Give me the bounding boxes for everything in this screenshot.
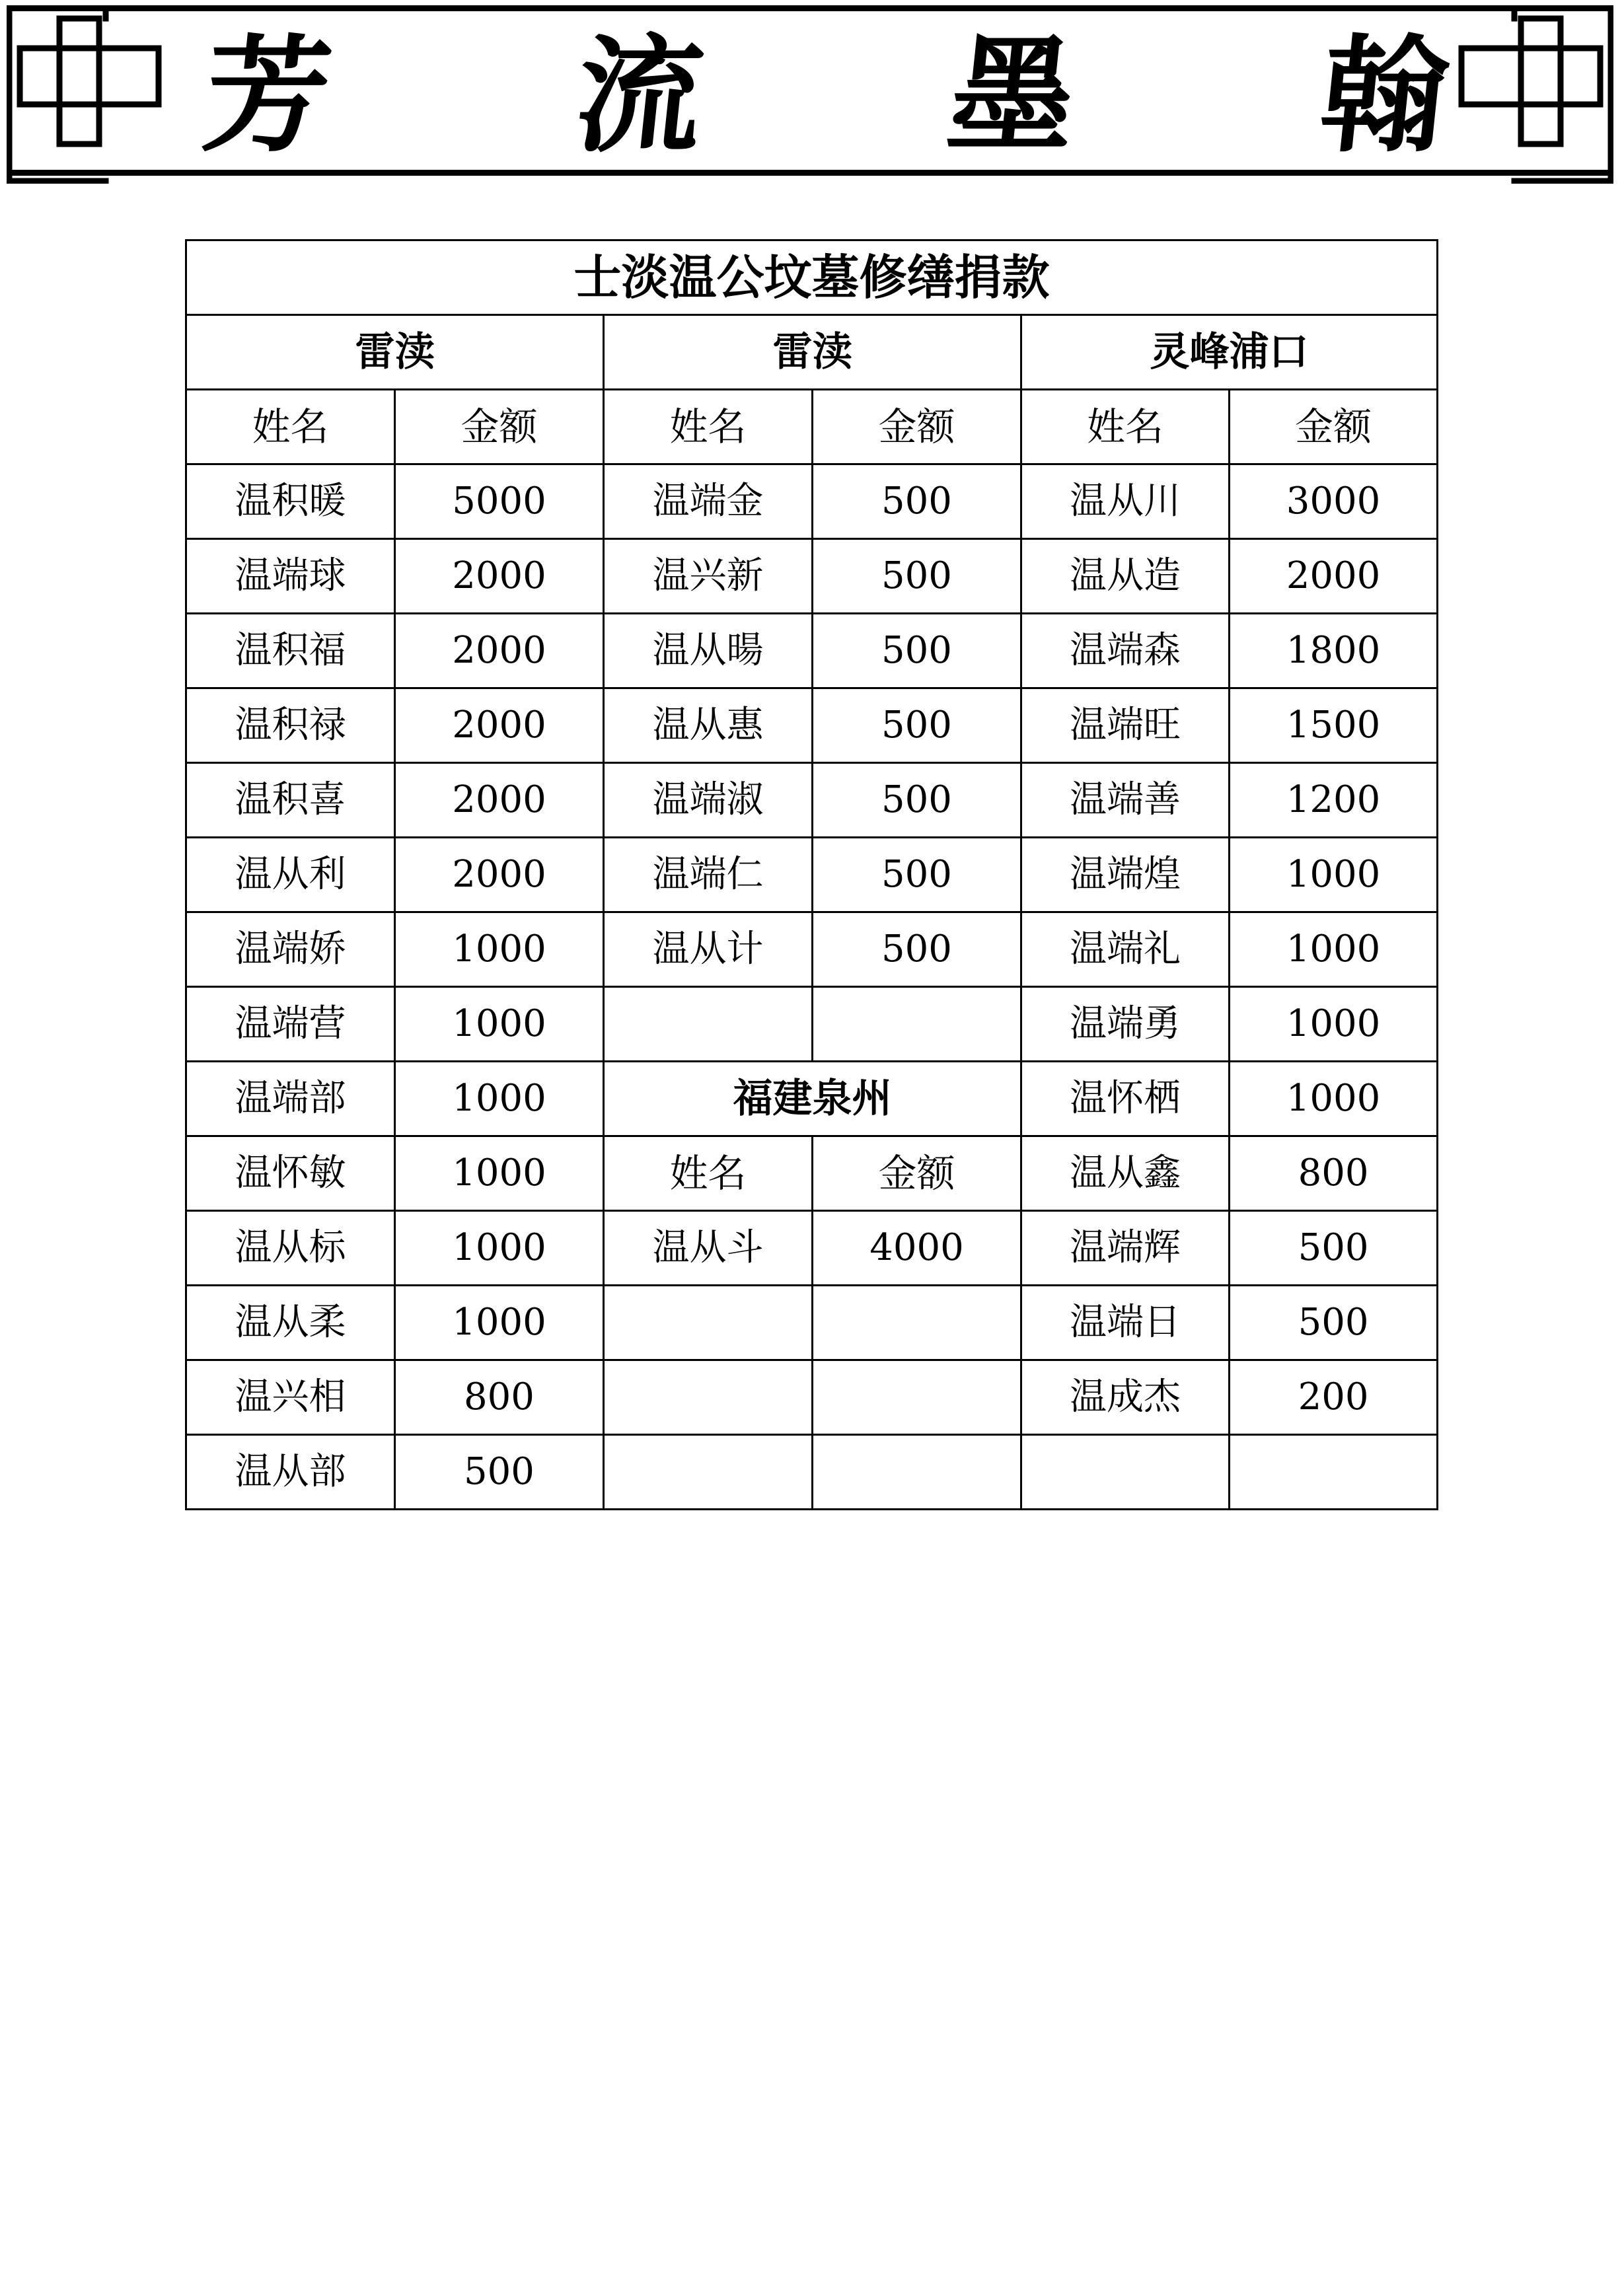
donor-name: [604, 1360, 813, 1435]
fret-ornament-left-icon: [7, 5, 178, 184]
donor-name: 温积福: [186, 614, 395, 688]
donor-name: 温积暖: [186, 464, 395, 539]
table-row: [186, 688, 1438, 763]
donation-amount: 1000: [395, 1062, 604, 1136]
donation-amount: 500: [813, 763, 1021, 838]
donation-amount: 500: [813, 688, 1021, 763]
donation-amount: 2000: [395, 539, 604, 614]
group-header-row: [186, 315, 1438, 390]
column-header-row: [186, 390, 1438, 464]
donor-name: 温积禄: [186, 688, 395, 763]
donor-name: 温端淑: [604, 763, 813, 838]
column-header-name: 姓名: [1021, 390, 1230, 464]
donor-name: 温从川: [1021, 464, 1230, 539]
table-row: [186, 1435, 1438, 1510]
banner-char-1: 芳: [197, 22, 338, 169]
column-header-amount: 金额: [813, 390, 1021, 464]
donor-name: 温兴新: [604, 539, 813, 614]
donor-name: 温从计: [604, 912, 813, 987]
donation-amount: 2000: [395, 614, 604, 688]
donation-table: [185, 239, 1438, 1510]
donor-name: [604, 1286, 813, 1360]
donor-name: 温端娇: [186, 912, 395, 987]
donation-amount: 800: [395, 1360, 604, 1435]
donation-amount: 1200: [1230, 763, 1438, 838]
donor-name: 温从暘: [604, 614, 813, 688]
table-row: [186, 987, 1438, 1062]
donation-amount: 4000: [813, 1211, 1021, 1286]
donor-name: 温端礼: [1021, 912, 1230, 987]
table-row: [186, 614, 1438, 688]
donation-amount: 1800: [1230, 614, 1438, 688]
donation-amount: 500: [1230, 1286, 1438, 1360]
donor-name: 温端球: [186, 539, 395, 614]
donor-name: 温从造: [1021, 539, 1230, 614]
donor-name: 温怀栖: [1021, 1062, 1230, 1136]
donation-amount: 500: [813, 838, 1021, 912]
column-header-name: 姓名: [604, 390, 813, 464]
column-header-amount: 金额: [813, 1136, 1021, 1211]
table-row: [186, 1360, 1438, 1435]
donor-name: 温端日: [1021, 1286, 1230, 1360]
banner-char-4: 翰: [1313, 22, 1455, 169]
donation-amount: 500: [1230, 1211, 1438, 1286]
donor-name: 温端部: [186, 1062, 395, 1136]
donor-name: 温成杰: [1021, 1360, 1230, 1435]
donor-name: [604, 1435, 813, 1510]
donation-amount: 2000: [395, 838, 604, 912]
column-header-amount: 金额: [1230, 390, 1438, 464]
donor-name: 温从利: [186, 838, 395, 912]
donor-name: 温积喜: [186, 763, 395, 838]
donor-name: 温怀敏: [186, 1136, 395, 1211]
donation-amount: 2000: [395, 688, 604, 763]
donation-amount: 200: [1230, 1360, 1438, 1435]
donor-name: [1021, 1435, 1230, 1510]
donor-name: 温从鑫: [1021, 1136, 1230, 1211]
donor-name: 温从标: [186, 1211, 395, 1286]
table-title-row: [186, 240, 1438, 315]
donation-amount: 1000: [395, 987, 604, 1062]
donation-amount: 2000: [1230, 539, 1438, 614]
donor-name: 温从部: [186, 1435, 395, 1510]
donor-name: 温从柔: [186, 1286, 395, 1360]
donation-amount: 1000: [395, 1286, 604, 1360]
donor-name: 温端煌: [1021, 838, 1230, 912]
donation-amount: [813, 1286, 1021, 1360]
banner-char-2: 流: [569, 22, 711, 169]
donation-amount: 500: [813, 464, 1021, 539]
donor-name: 温端营: [186, 987, 395, 1062]
table-row: [186, 838, 1438, 912]
donation-amount: [1230, 1435, 1438, 1510]
donation-amount: 500: [813, 614, 1021, 688]
table-row: [186, 464, 1438, 539]
donation-amount: 2000: [395, 763, 604, 838]
donor-name: 温从斗: [604, 1211, 813, 1286]
donor-name: 温端旺: [1021, 688, 1230, 763]
donation-amount: 500: [395, 1435, 604, 1510]
group-header-1: 雷渎: [186, 315, 604, 390]
donation-amount: 1500: [1230, 688, 1438, 763]
fret-ornament-right-icon: [1442, 5, 1613, 184]
table-row: [186, 1211, 1438, 1286]
donation-amount: 1000: [1230, 838, 1438, 912]
donation-amount: 1000: [1230, 912, 1438, 987]
group-header-2: 雷渎: [604, 315, 1021, 390]
donor-name: [604, 987, 813, 1062]
donor-name: 温端金: [604, 464, 813, 539]
header-banner: [0, 0, 1624, 192]
donation-amount: 1000: [395, 1136, 604, 1211]
table-row: [186, 763, 1438, 838]
donor-name: 温端森: [1021, 614, 1230, 688]
donation-amount: 500: [813, 912, 1021, 987]
donation-amount: 5000: [395, 464, 604, 539]
group-header-3: 灵峰浦口: [1021, 315, 1438, 390]
table-row: [186, 1062, 1438, 1136]
donor-name: 温端善: [1021, 763, 1230, 838]
donation-amount: 1000: [395, 1211, 604, 1286]
column-header-name: 姓名: [186, 390, 395, 464]
donation-amount: [813, 987, 1021, 1062]
table-title: 士淡温公坟墓修缮捐款: [186, 240, 1438, 315]
donation-amount: 800: [1230, 1136, 1438, 1211]
donor-name: 温端辉: [1021, 1211, 1230, 1286]
banner-title: [165, 22, 1460, 169]
donation-amount: 3000: [1230, 464, 1438, 539]
donation-amount: [813, 1360, 1021, 1435]
donation-amount: 1000: [1230, 1062, 1438, 1136]
donor-name: 温端仁: [604, 838, 813, 912]
table-row: [186, 912, 1438, 987]
banner-char-3: 墨: [941, 22, 1083, 169]
donation-amount: 500: [813, 539, 1021, 614]
donation-amount: [813, 1435, 1021, 1510]
donor-name: 温从惠: [604, 688, 813, 763]
column-header-amount: 金额: [395, 390, 604, 464]
table-row: [186, 1136, 1438, 1211]
column-header-name: 姓名: [604, 1136, 813, 1211]
donation-amount: 1000: [1230, 987, 1438, 1062]
table-row: [186, 539, 1438, 614]
donor-name: 温兴相: [186, 1360, 395, 1435]
donor-name: 温端勇: [1021, 987, 1230, 1062]
group-header-4: 福建泉州: [604, 1062, 1021, 1136]
donation-amount: 1000: [395, 912, 604, 987]
table-row: [186, 1286, 1438, 1360]
